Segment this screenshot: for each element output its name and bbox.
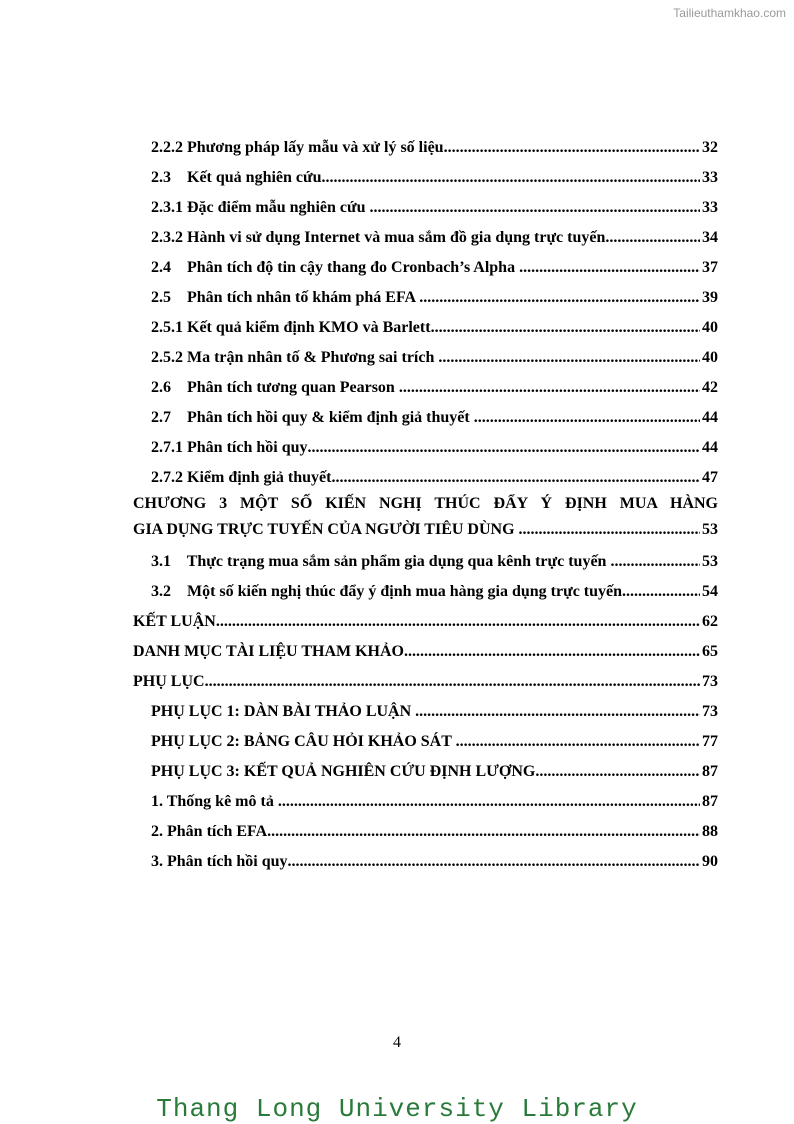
- toc-entry[interactable]: [133, 219, 718, 249]
- toc-entry-page: 42: [702, 379, 718, 396]
- toc-entry-title: 2.4 Phân tích độ tin cậy thang đo Cronbach’s Alpha: [151, 259, 520, 276]
- toc-entry-title: 3.1 Thực trạng mua sắm sản phẩm gia dụng qua kênh trực tuyến: [151, 553, 611, 570]
- toc-entry-title: 2.5 Phân tích nhân tố khám phá EFA: [151, 289, 420, 306]
- toc-entry-page: 37: [702, 259, 718, 276]
- toc-entry-title-line2: GIA DỤNG TRỰC TUYẾN CỦA NGƯỜI TIÊU DÙNG: [133, 521, 519, 538]
- toc-entry[interactable]: [133, 279, 718, 309]
- toc-leader-dots: [456, 731, 700, 753]
- toc-entry-title-line1: CHƯƠNG 3 MỘT SỐ KIẾN NGHỊ THÚC ĐẨY Ý ĐỊNH MUA HÀNG: [133, 495, 718, 512]
- toc-entry[interactable]: [133, 339, 718, 369]
- toc-entry-page: 65: [702, 643, 718, 660]
- toc-entry-title: DANH MỤC TÀI LIỆU THAM KHẢO: [133, 643, 404, 660]
- toc-leader-dots: [322, 167, 700, 189]
- toc-entry[interactable]: [133, 753, 718, 783]
- toc-leader-dots: [278, 791, 700, 813]
- toc-entry[interactable]: [133, 603, 718, 633]
- toc-entry-title: 2.5.1 Kết quả kiểm định KMO và Barlett: [151, 319, 431, 336]
- toc-entry-page: 47: [702, 469, 718, 486]
- toc-entry-page: 90: [702, 853, 718, 870]
- toc-entry[interactable]: [133, 633, 718, 663]
- toc-leader-dots: [404, 641, 700, 663]
- toc-entry-page: 77: [702, 733, 718, 750]
- toc-entry-title: PHỤ LỤC 1: DÀN BÀI THẢO LUẬN: [151, 703, 416, 720]
- toc-entry[interactable]: [133, 369, 718, 399]
- toc-entry[interactable]: [133, 249, 718, 279]
- toc-leader-dots: [444, 137, 700, 159]
- toc-entry-page: 53: [702, 553, 718, 570]
- toc-entry-page: 44: [702, 439, 718, 456]
- toc-entry-title: 2.7.2 Kiểm định giả thuyết: [151, 469, 332, 486]
- toc-entry-title: 3. Phân tích hồi quy: [151, 853, 288, 870]
- toc-entry-page: 54: [702, 583, 718, 600]
- toc-entry-page: 33: [702, 199, 718, 216]
- toc-entry-title: PHỤ LỤC 3: KẾT QUẢ NGHIÊN CỨU ĐỊNH LƯỢNG: [151, 763, 536, 780]
- toc-entry[interactable]: [133, 723, 718, 753]
- toc-entry-title: 1. Thống kê mô tả: [151, 793, 278, 810]
- toc-entry-page: 62: [702, 613, 718, 630]
- toc-leader-dots: [610, 551, 700, 573]
- toc-leader-dots: [399, 377, 700, 399]
- toc-entry[interactable]: [133, 159, 718, 189]
- page-number: 4: [393, 1034, 401, 1051]
- toc-leader-dots: [431, 317, 700, 339]
- toc-entry-page: 73: [702, 703, 718, 720]
- toc-entry-title: 2.3.1 Đặc điểm mẫu nghiên cứu: [151, 199, 370, 216]
- toc-entry-title: KẾT LUẬN: [133, 613, 216, 630]
- toc-section-chapter2: [133, 129, 718, 489]
- toc-leader-dots: [474, 407, 700, 429]
- toc-entry-page: 87: [702, 793, 718, 810]
- toc-entry-page: 40: [702, 349, 718, 366]
- toc-entry-page: 87: [702, 763, 718, 780]
- toc-leader-dots: [415, 701, 700, 723]
- toc-leader-dots: [205, 671, 700, 693]
- toc-entry[interactable]: [133, 813, 718, 843]
- toc-entry-chapter-3[interactable]: [133, 491, 718, 543]
- table-of-contents: [133, 129, 718, 873]
- toc-leader-dots: [605, 227, 700, 249]
- toc-entry-title: 2.7 Phân tích hồi quy & kiểm định giả thuyết: [151, 409, 474, 426]
- toc-entry-page: 32: [702, 139, 718, 156]
- toc-entry[interactable]: [133, 843, 718, 873]
- toc-leader-dots: [267, 821, 700, 843]
- toc-section-appendix: [133, 543, 718, 873]
- toc-entry[interactable]: [133, 783, 718, 813]
- toc-entry-title: 2.7.1 Phân tích hồi quy: [151, 439, 308, 456]
- toc-entry-title: 2.2.2 Phương pháp lấy mẫu và xử lý số liệu: [151, 139, 444, 156]
- toc-entry-page: 73: [702, 673, 718, 690]
- toc-entry[interactable]: [133, 573, 718, 603]
- toc-leader-dots: [519, 257, 700, 279]
- toc-leader-dots: [370, 197, 701, 219]
- toc-entry-page: 40: [702, 319, 718, 336]
- toc-leader-dots: [287, 851, 700, 873]
- toc-leader-dots: [331, 467, 700, 489]
- toc-leader-dots: [216, 611, 700, 633]
- toc-entry[interactable]: [133, 543, 718, 573]
- toc-entry[interactable]: [133, 429, 718, 459]
- library-footer: Thang Long University Library: [156, 1094, 638, 1124]
- toc-entry[interactable]: [133, 459, 718, 489]
- toc-entry-title: 2.3.2 Hành vi sử dụng Internet và mua sắm đồ gia dụng trực tuyến: [151, 229, 606, 246]
- toc-leader-dots: [419, 287, 700, 309]
- toc-entry-page: 33: [702, 169, 718, 186]
- toc-leader-dots: [438, 347, 700, 369]
- toc-entry-title: PHỤ LỤC 2: BẢNG CÂU HỎI KHẢO SÁT: [151, 733, 456, 750]
- toc-entry-title: 2.3 Kết quả nghiên cứu: [151, 169, 322, 186]
- toc-entry-page: 53: [702, 521, 718, 538]
- toc-leader-dots: [519, 517, 700, 543]
- toc-entry[interactable]: [133, 663, 718, 693]
- toc-entry[interactable]: [133, 189, 718, 219]
- toc-entry-title: 2.6 Phân tích tương quan Pearson: [151, 379, 399, 396]
- toc-entry-page: 44: [702, 409, 718, 426]
- toc-entry-title: PHỤ LỤC: [133, 673, 205, 690]
- toc-entry-title: 2.5.2 Ma trận nhân tố & Phương sai trích: [151, 349, 439, 366]
- toc-entry-page: 88: [702, 823, 718, 840]
- watermark-text: Tailieuthamkhao.com: [673, 6, 786, 20]
- toc-entry[interactable]: [133, 399, 718, 429]
- toc-leader-dots: [307, 437, 700, 459]
- toc-entry-title: 3.2 Một số kiến nghị thúc đẩy ý định mua hàng gia dụng trực tuyến: [151, 583, 623, 600]
- toc-entry-page: 34: [702, 229, 718, 246]
- toc-entry-page: 39: [702, 289, 718, 306]
- toc-entry-title: 2. Phân tích EFA: [151, 823, 268, 840]
- toc-leader-dots: [535, 761, 700, 783]
- toc-entry[interactable]: [133, 129, 718, 159]
- toc-entry[interactable]: [133, 309, 718, 339]
- toc-leader-dots: [622, 581, 700, 603]
- toc-entry[interactable]: [133, 693, 718, 723]
